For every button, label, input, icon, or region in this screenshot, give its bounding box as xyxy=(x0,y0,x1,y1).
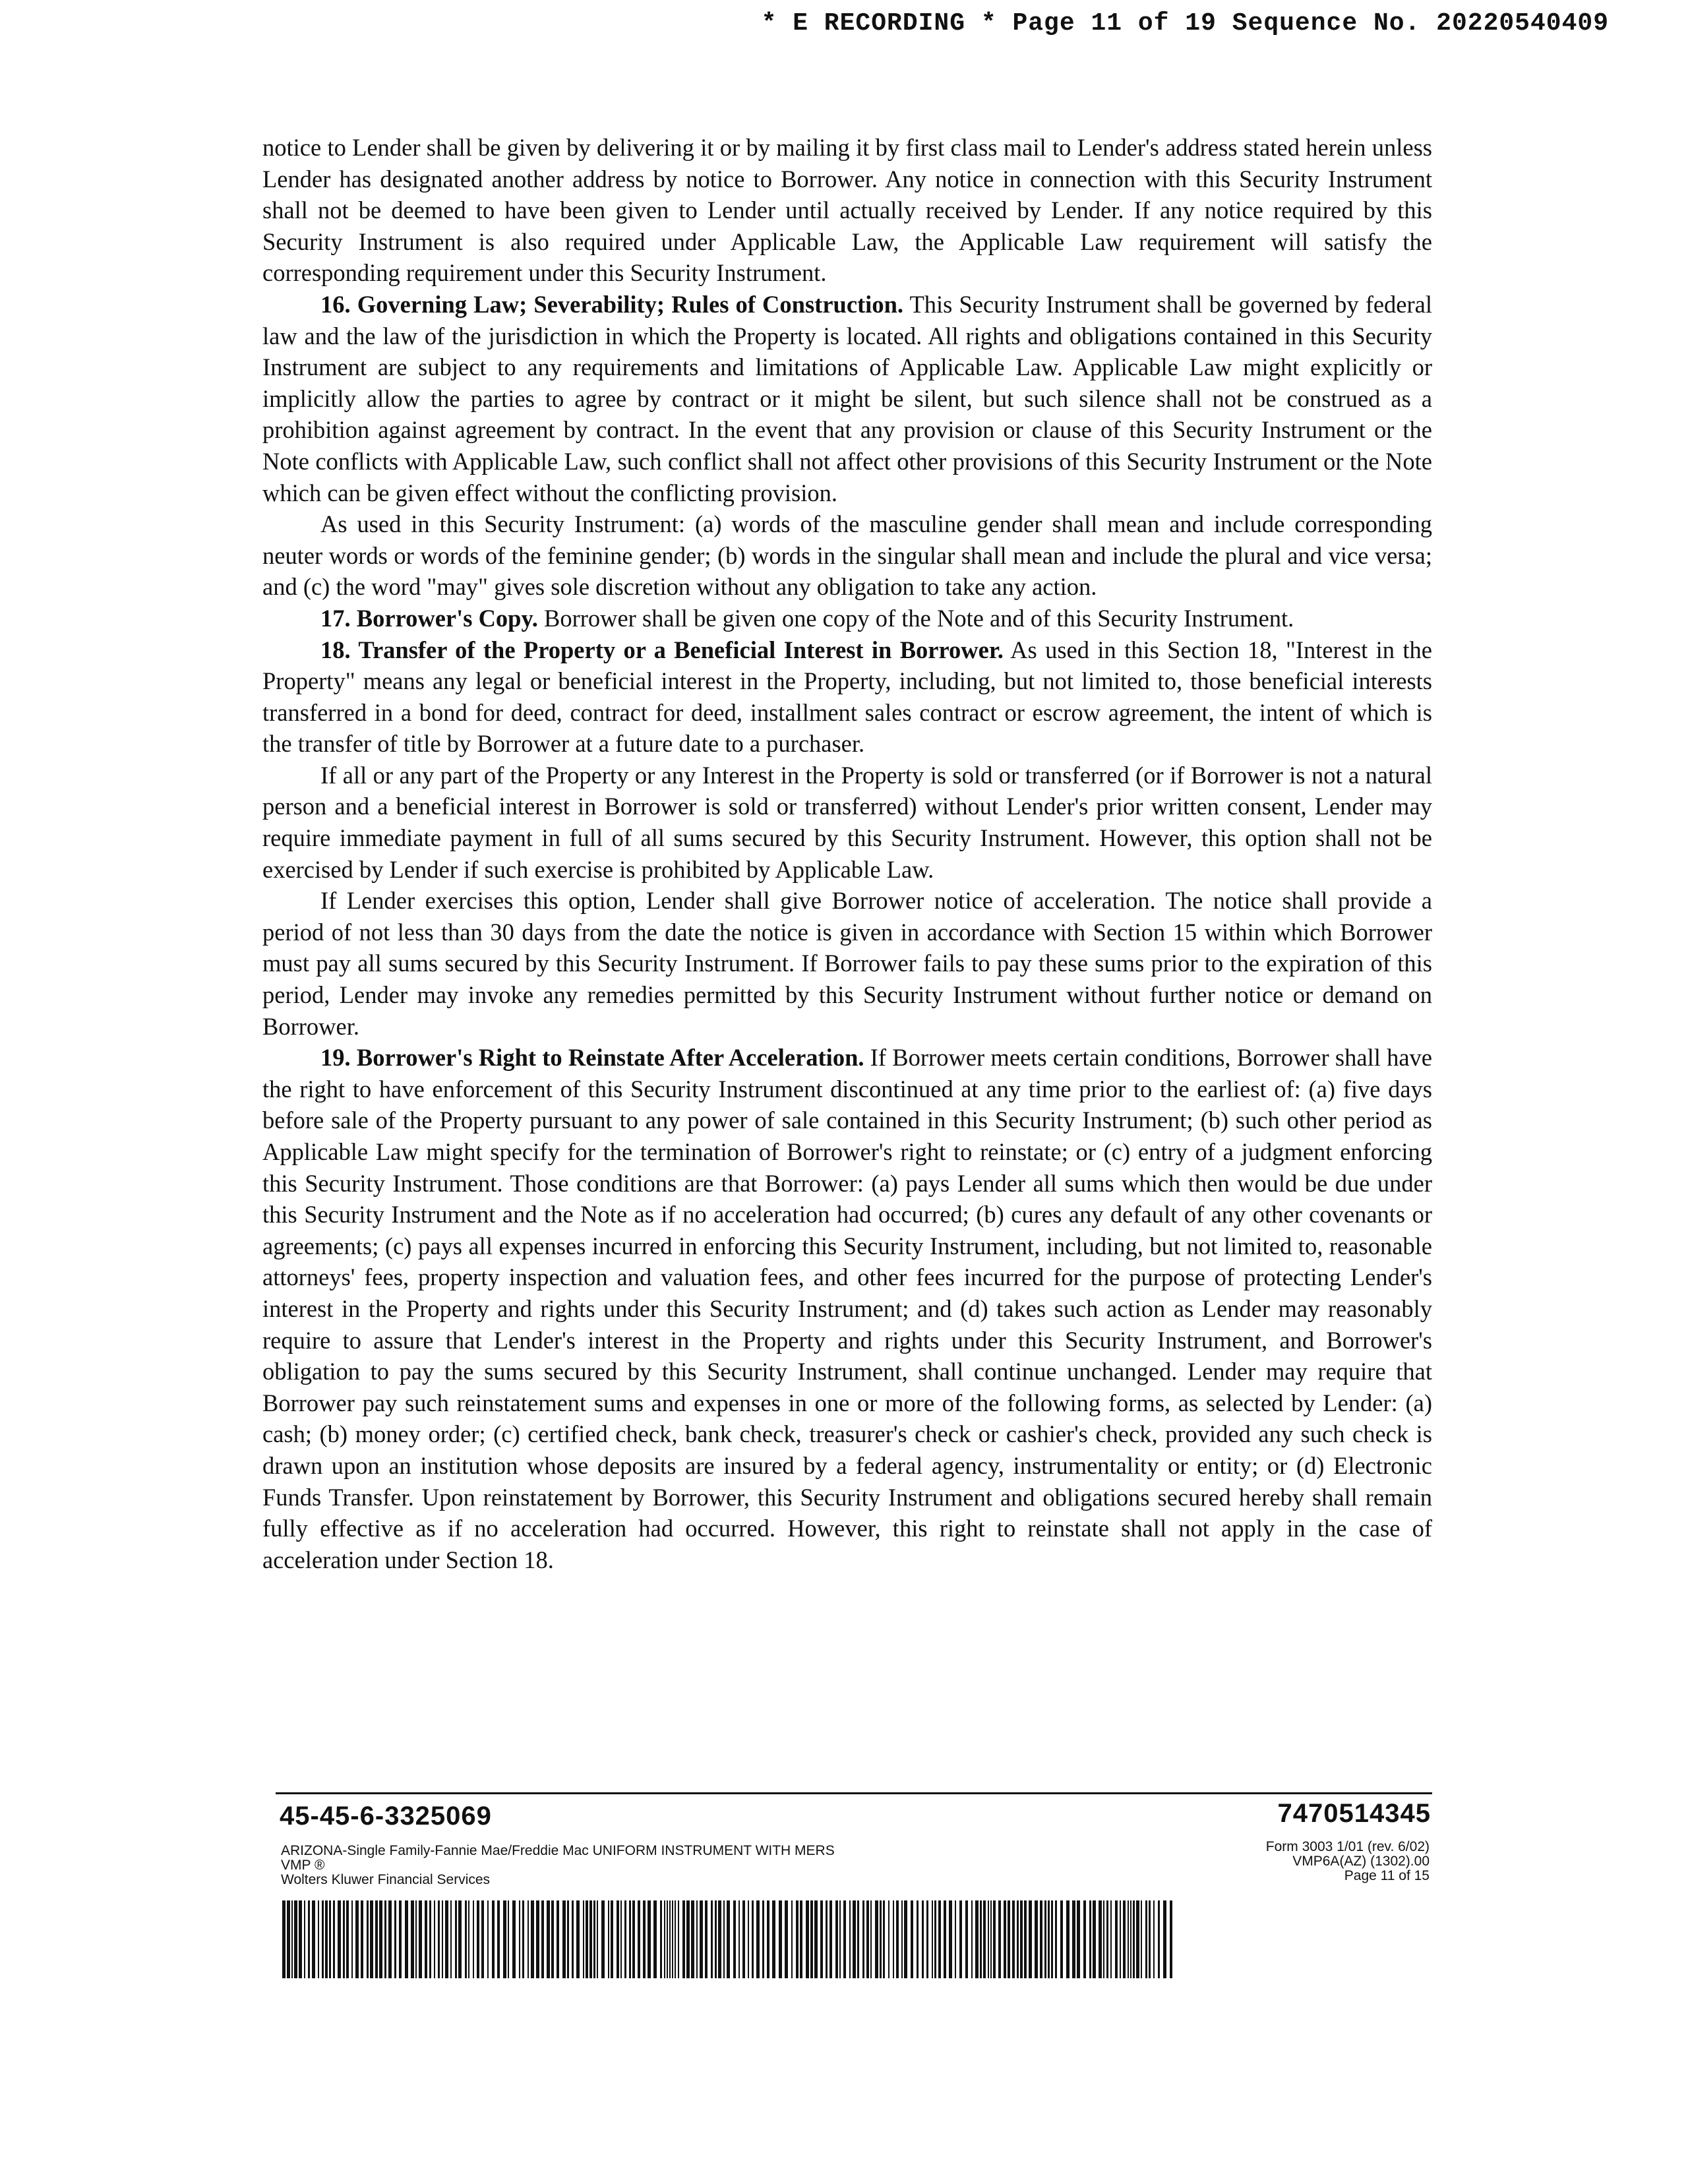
barcode-bar xyxy=(1017,1900,1019,1978)
barcode-bar xyxy=(648,1900,651,1978)
section-19 xyxy=(262,1042,1432,1575)
footer-divider xyxy=(276,1792,1432,1794)
form-id: Form 3003 1/01 (rev. 6/02) xyxy=(1265,1839,1430,1854)
barcode-bar xyxy=(1110,1900,1112,1978)
barcode-bar xyxy=(711,1900,713,1978)
section-18 xyxy=(262,634,1432,760)
barcode-bar xyxy=(425,1900,427,1978)
barcode-bar xyxy=(669,1900,671,1978)
barcode-bar xyxy=(608,1900,609,1978)
barcode-bar xyxy=(593,1900,595,1978)
barcode-bar xyxy=(497,1900,500,1978)
barcode-bar xyxy=(1123,1900,1126,1978)
barcode-bar xyxy=(664,1900,665,1978)
barcode-bar xyxy=(1089,1900,1091,1978)
barcode-bar xyxy=(748,1900,749,1978)
barcode-bar xyxy=(917,1900,919,1978)
barcode-bar xyxy=(343,1900,345,1978)
barcode-bar xyxy=(723,1900,725,1978)
barcode-bar xyxy=(1130,1900,1131,1978)
barcode-bar xyxy=(733,1900,736,1978)
barcode-bar xyxy=(468,1900,469,1978)
barcode-bar xyxy=(361,1900,363,1978)
barcode-bar xyxy=(547,1900,550,1978)
barcode-bar xyxy=(1060,1900,1063,1978)
barcode-bar xyxy=(806,1900,809,1978)
barcode-bar xyxy=(742,1900,745,1978)
barcode-bar xyxy=(1115,1900,1118,1978)
barcode-bar xyxy=(870,1900,872,1978)
barcode-bar xyxy=(893,1900,894,1978)
section-16-paragraph-2: As used in this Security Instrument: (a) words of the masculine gender shall mean and include corresponding neuter words or words of the feminine gender; (b) words in the singular shall mean and include the plural and vice versa; and (c) the word "may" gives sole discretion without any obligation to take any action. xyxy=(262,510,1432,601)
barcode-bar xyxy=(477,1900,479,1978)
barcode-bar xyxy=(531,1900,534,1978)
barcode-bar xyxy=(810,1900,813,1978)
section-18-text: As used in this Section 18, "Interest in the Property" means any legal or beneficial interest in the Property, including, but not limited to, those beneficial interests transferred in a bond for deed, contract for deed, installment sales contract or escrow agreement, the intent of which is the transfer of title by Borrower at a future date to a purchaser. xyxy=(262,636,1432,758)
barcode-bar xyxy=(492,1900,495,1978)
vmp-mark: VMP ® xyxy=(281,1858,325,1873)
section-19-text: If Borrower meets certain conditions, Borrower shall have the right to have enforcement of this Security Instrument discontinued at any time prior to the earliest of: (a) five days before sale of the Property pursuant to any power of sale contained in this Security Instrument; (b) such other period as Applicable Law might specify for the termination of Borrower's right to reinstate; or (c) entry of a judgment enforcing this Security Instrument. Those conditions are that Borrower: (a) pays Lender all sums which then would be due under this Security Instrument and the Note as if no acceleration had occurred; (b) cures any default of any other covenants or agreements; (c) pays all expenses incurred in enforcing this Security Instrument, including, but not limited to, reasonable attorneys' fees, property inspection and valuation fees, and other fees incurred for the purpose of protecting Lender's interest in the Property and rights under this Security Instrument; and (d) takes such action as Lender may reasonably require to assure that Lender's interest in the Property and rights under this Security Instrument, and Borrower's obligation to pay the sums secured by this Security Instrument, shall continue unchanged. Lender may require that Borrower pay such reinstatement sums and expenses in one or more of the following forms, as selected by Lender: (a) cash; (b) money order; (c) certified check, bank check, treasurer's check or cashier's check, provided any such check is drawn upon an institution whose deposits are insured by a federal agency, instrumentality or entity; or (d) Electronic Funds Transfer. Upon reinstatement by Borrower, this Security Instrument and obligations secured hereby shall remain fully effective as if no acceleration had occurred. However, this right to reinstate shall not apply in the case of acceleration under Section 18. xyxy=(262,1044,1433,1573)
barcode-bar xyxy=(1120,1900,1121,1978)
barcode-bar xyxy=(1048,1900,1050,1978)
barcode-bar xyxy=(691,1900,694,1978)
barcode-bar xyxy=(1133,1900,1135,1978)
barcode-bar xyxy=(705,1900,708,1978)
barcode-bar xyxy=(959,1900,962,1978)
barcode-bar xyxy=(1077,1900,1080,1978)
section-16-text: This Security Instrument shall be governed by federal law and the law of the jurisdiction in which the Property is located. All rights and obligations contained in this Security Instrument are subject to any requirements and limitations of Applicable Law. Applicable Law might explicitly or implicitly allow the parties to agree by contract or it might be silent, but such silence shall not be construed as a prohibition against agreement by contract. In the event that any provision or clause of this Security Instrument or the Note conflicts with Applicable Law, such conflict shall not affect other provisions of this Security Instrument or the Note which can be given effect without the conflicting provision. xyxy=(262,290,1432,506)
section-17-heading: 17. Borrower's Copy. xyxy=(320,604,538,632)
barcode-bar xyxy=(1093,1900,1096,1978)
barcode-bar xyxy=(338,1900,341,1978)
barcode-bar xyxy=(442,1900,443,1978)
barcode-bar xyxy=(756,1900,760,1978)
barcode-bar xyxy=(880,1900,882,1978)
barcode-bar xyxy=(988,1900,989,1978)
barcode-bar xyxy=(487,1900,489,1978)
barcode-bar xyxy=(394,1900,396,1978)
barcode-bar xyxy=(772,1900,775,1978)
barcode-bar xyxy=(405,1900,408,1978)
barcode-bar xyxy=(883,1900,885,1978)
barcode-bar xyxy=(429,1900,431,1978)
barcode-bar xyxy=(1072,1900,1075,1978)
barcode-bar xyxy=(1158,1900,1160,1978)
barcode-bar xyxy=(632,1900,635,1978)
section-18-paragraph-2: If all or any part of the Property or any Interest in the Property is sold or transferred (or if Borrower is not a natural person and a beneficial interest in Borrower is sold or transferred) without Lender's prior written consent, Lender may require immediate payment in full of all sums secured by this Security Instrument. However, this option shall not be exercised by Lender if such exercise is prohibited by Applicable Law. xyxy=(262,761,1432,883)
barcode-bar xyxy=(686,1900,690,1978)
barcode-bar xyxy=(965,1900,968,1978)
barcode-bar xyxy=(1103,1900,1104,1978)
document-number: 7470514345 xyxy=(1277,1799,1431,1828)
barcode-bar xyxy=(796,1900,799,1978)
barcode-bar xyxy=(589,1900,592,1978)
barcode-bar xyxy=(375,1900,378,1978)
vmp-code: VMP6A(AZ) (1302).00 xyxy=(1292,1854,1430,1869)
barcode-bar xyxy=(325,1900,328,1978)
barcode-bar xyxy=(672,1900,673,1978)
barcode-bar xyxy=(312,1900,315,1978)
barcode-bar xyxy=(1012,1900,1015,1978)
barcode-bar xyxy=(384,1900,386,1978)
barcode-bar xyxy=(611,1900,613,1978)
section-19-heading: 19. Borrower's Right to Reinstate After Acceleration. xyxy=(320,1044,864,1072)
barcode-bar xyxy=(508,1900,509,1978)
section-18-paragraph-3: If Lender exercises this option, Lender shall give Borrower notice of acceleration. The notice shall provide a period of not less than 30 days from the date the notice is given in accordance with Section 15 within which Borrower must pay all sums secured by this Security Instrument. If Borrower fails to pay these sums prior to the expiration of this period, Lender may invoke any remedies permitted by this Security Instrument without further notice or demand on Borrower. xyxy=(262,887,1432,1040)
recording-header: * E RECORDING * Page 11 of 19 Sequence No. 20220540409 xyxy=(761,9,1609,38)
barcode-bar xyxy=(998,1900,1001,1978)
barcode-bar xyxy=(949,1900,952,1978)
barcode-bar xyxy=(308,1900,310,1978)
form-info-right xyxy=(1266,1840,1430,1883)
barcode-bar xyxy=(567,1900,569,1978)
barcode-bar xyxy=(597,1900,598,1978)
barcode-bar xyxy=(291,1900,293,1978)
barcode-bar xyxy=(839,1900,841,1978)
barcode-bar xyxy=(1066,1900,1070,1978)
barcode-bar xyxy=(643,1900,646,1978)
barcode-bar xyxy=(660,1900,662,1978)
barcode-bar xyxy=(465,1900,467,1978)
barcode-bar xyxy=(1055,1900,1057,1978)
page-label: Page 11 of 15 xyxy=(1344,1868,1430,1883)
barcode-bar xyxy=(445,1900,448,1978)
barcode-bar xyxy=(1008,1900,1010,1978)
barcode-bar xyxy=(399,1900,402,1978)
barcode-bar xyxy=(379,1900,382,1978)
barcode-bar xyxy=(779,1900,782,1978)
barcode-bar xyxy=(333,1900,335,1978)
barcode-bar xyxy=(322,1900,324,1978)
barcode-bar xyxy=(450,1900,452,1978)
publisher: Wolters Kluwer Financial Services xyxy=(281,1872,491,1887)
barcode-bar xyxy=(752,1900,754,1978)
barcode-bar xyxy=(329,1900,331,1978)
barcode-bar xyxy=(896,1900,899,1978)
barcode-bar xyxy=(1163,1900,1166,1978)
form-title: ARIZONA-Single Family-Fannie Mae/Freddie Mac UNIFORM INSTRUMENT WITH MERS xyxy=(281,1843,835,1858)
barcode-bar xyxy=(287,1900,290,1978)
barcode-bar xyxy=(727,1900,730,1978)
section-16-heading: 16. Governing Law; Severability; Rules of Construction. xyxy=(320,290,903,318)
barcode-bar xyxy=(1153,1900,1155,1978)
barcode-bar xyxy=(629,1900,631,1978)
barcode-bar xyxy=(557,1900,559,1978)
barcode-bar xyxy=(541,1900,544,1978)
barcode-bar xyxy=(653,1900,657,1978)
barcode-bar xyxy=(583,1900,584,1978)
barcode-bar xyxy=(904,1900,907,1978)
barcode-bar xyxy=(926,1900,928,1978)
barcode-bar xyxy=(481,1900,484,1978)
barcode-bar xyxy=(971,1900,973,1978)
barcode-bar xyxy=(718,1900,721,1978)
barcode-bar xyxy=(512,1900,516,1978)
barcode-bar xyxy=(1141,1900,1142,1978)
barcode-bar xyxy=(938,1900,941,1978)
barcode-bar xyxy=(617,1900,619,1978)
barcode-bar xyxy=(849,1900,851,1978)
barcode-bar xyxy=(675,1900,676,1978)
barcode-bar xyxy=(857,1900,859,1978)
barcode-bar xyxy=(519,1900,520,1978)
barcode-bar xyxy=(875,1900,878,1978)
section-18-heading: 18. Transfer of the Property or a Beneficial Interest in Borrower. xyxy=(320,636,1004,663)
barcode-bar xyxy=(411,1900,414,1978)
barcode-bar xyxy=(638,1900,640,1978)
barcode-bar xyxy=(911,1900,913,1978)
barcode-bar xyxy=(434,1900,435,1978)
barcode-bar xyxy=(853,1900,856,1978)
barcode-bar xyxy=(370,1900,373,1978)
barcode-bar xyxy=(624,1900,626,1978)
barcode-bar xyxy=(1035,1900,1038,1978)
barcode-bar xyxy=(888,1900,889,1978)
barcode-bar xyxy=(922,1900,924,1978)
loan-number: 45-45-6-3325069 xyxy=(280,1802,492,1831)
barcode-bar xyxy=(767,1900,769,1978)
barcode-bar xyxy=(1083,1900,1086,1978)
barcode-bar xyxy=(576,1900,580,1978)
barcode-bar xyxy=(551,1900,554,1978)
barcode-bar xyxy=(785,1900,788,1978)
barcode-bar xyxy=(601,1900,605,1978)
barcode-bar xyxy=(866,1900,869,1978)
barcode-bar xyxy=(932,1900,933,1978)
barcode-bar xyxy=(1128,1900,1129,1978)
barcode-bar xyxy=(318,1900,319,1978)
barcode-bar xyxy=(1020,1900,1023,1978)
barcode-bar xyxy=(993,1900,996,1978)
barcode-bar xyxy=(455,1900,457,1978)
barcode-bar xyxy=(304,1900,305,1978)
barcode-bar xyxy=(715,1900,717,1978)
barcode-bar xyxy=(620,1900,622,1978)
barcode-bar xyxy=(1145,1900,1147,1978)
barcode-bar xyxy=(458,1900,462,1978)
barcode-bar xyxy=(901,1900,903,1978)
paragraph-notice-continued: notice to Lender shall be given by delivering it or by mailing it by first class mail to Lender's address stated herein unless Lender has designated another address by notice to Borrower. Any notice in connection with this Security Instrument shall not be deemed to have been given to Lender until actually received by Lender. If any notice required by this Security Instrument is also required under Applicable Law, the Applicable Law requirement will satisfy the corresponding requirement under this Security Instrument. xyxy=(262,134,1432,287)
barcode-bar xyxy=(351,1900,353,1978)
section-16 xyxy=(262,289,1432,508)
barcode-bar xyxy=(843,1900,846,1978)
barcode-bar xyxy=(1099,1900,1102,1978)
barcode-bar xyxy=(1170,1900,1172,1978)
barcode-bar xyxy=(800,1900,802,1978)
barcode-bar xyxy=(791,1900,793,1978)
barcode-bar xyxy=(438,1900,440,1978)
barcode-bar xyxy=(829,1900,832,1978)
barcode-bar xyxy=(1136,1900,1139,1978)
section-17 xyxy=(262,603,1432,634)
barcode-bar xyxy=(835,1900,838,1978)
barcode-bar xyxy=(814,1900,818,1978)
barcode-bar xyxy=(586,1900,588,1978)
barcode-bar xyxy=(983,1900,986,1978)
barcode-bar xyxy=(682,1900,685,1978)
barcode-bar xyxy=(1106,1900,1108,1978)
barcode-bar xyxy=(528,1900,529,1978)
barcode-bar xyxy=(678,1900,679,1978)
barcode-bar xyxy=(294,1900,297,1978)
section-17-text: Borrower shall be given one copy of the Note and of this Security Instrument. xyxy=(537,604,1294,632)
barcode-bar xyxy=(944,1900,946,1978)
barcode-bar xyxy=(820,1900,823,1978)
barcode-bar xyxy=(503,1900,506,1978)
barcode-bar xyxy=(1004,1900,1006,1978)
barcode-bar xyxy=(955,1900,956,1978)
barcode-bar xyxy=(1044,1900,1046,1978)
barcode-bar xyxy=(975,1900,979,1978)
form-info-left xyxy=(281,1844,835,1887)
barcode-bar xyxy=(367,1900,369,1978)
barcode-bar xyxy=(990,1900,992,1978)
barcode-bar xyxy=(522,1900,524,1978)
barcode-bar xyxy=(1040,1900,1042,1978)
barcode-bar xyxy=(355,1900,359,1978)
barcode-bar xyxy=(473,1900,474,1978)
barcode-bar xyxy=(299,1900,302,1978)
barcode-bar xyxy=(1029,1900,1032,1978)
barcode-bar xyxy=(1024,1900,1027,1978)
barcode-bar xyxy=(934,1900,936,1978)
barcode-bar xyxy=(826,1900,828,1978)
barcode-bar xyxy=(572,1900,574,1978)
barcode-bar xyxy=(388,1900,392,1978)
barcode-bar xyxy=(696,1900,698,1978)
barcode-bar xyxy=(862,1900,864,1978)
barcode-icon xyxy=(282,1900,1174,1978)
barcode-bar xyxy=(738,1900,740,1978)
barcode-bar xyxy=(536,1900,539,1978)
barcode-bar xyxy=(762,1900,764,1978)
barcode-bar xyxy=(667,1900,668,1978)
barcode-bar xyxy=(282,1900,286,1978)
barcode-bar xyxy=(419,1900,422,1978)
barcode-bar xyxy=(980,1900,982,1978)
barcode-bar xyxy=(1051,1900,1053,1978)
barcode-bar xyxy=(346,1900,349,1978)
barcode-bar xyxy=(562,1900,566,1978)
barcode-bar xyxy=(415,1900,417,1978)
barcode-bar xyxy=(1149,1900,1151,1978)
barcode-bar xyxy=(700,1900,703,1978)
document-body xyxy=(262,132,1432,1575)
